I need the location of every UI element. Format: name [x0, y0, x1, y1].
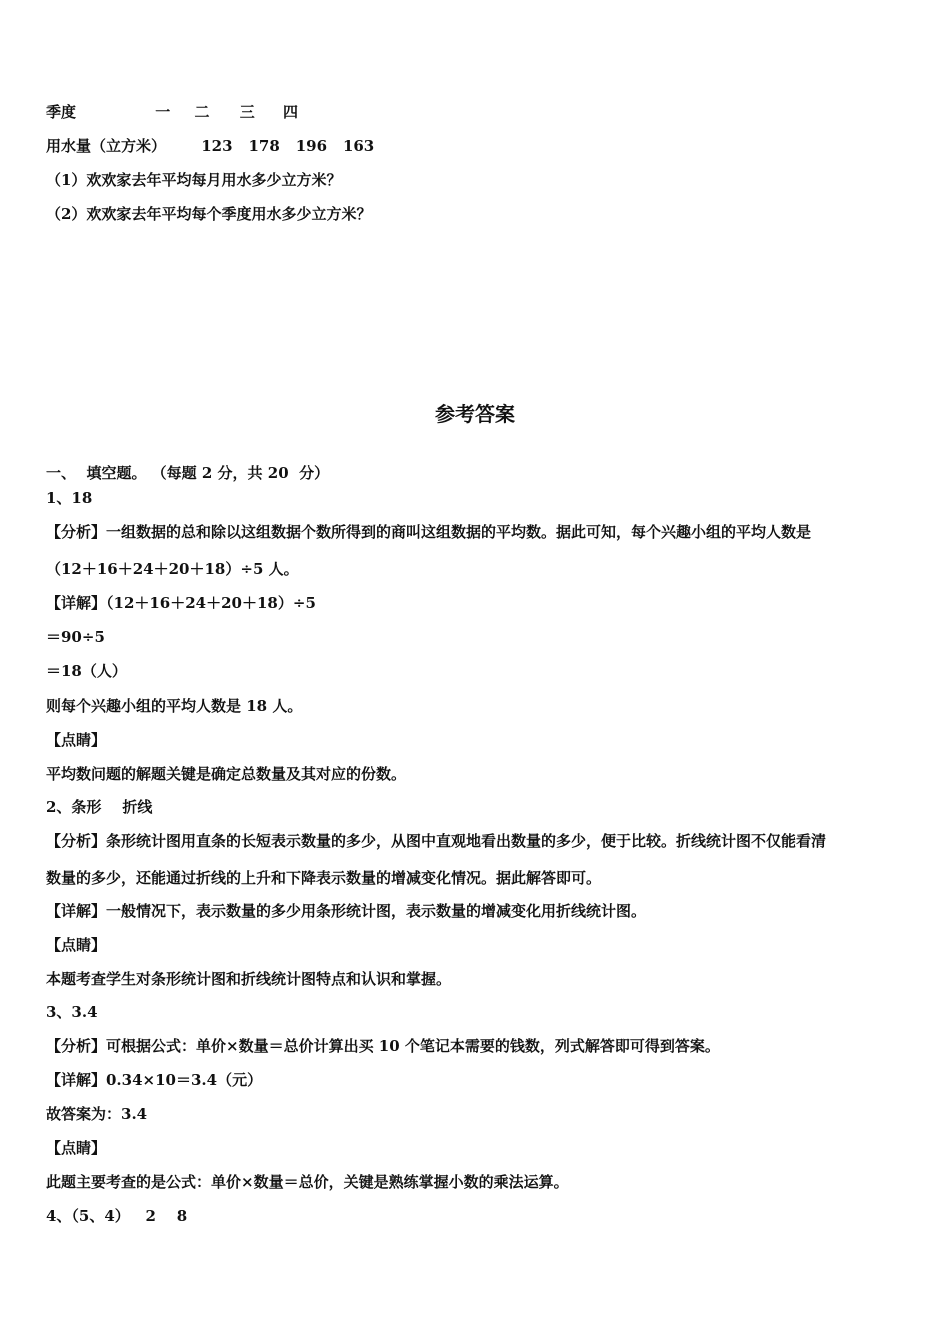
quarter-3: 三: [239, 103, 255, 121]
table-header-label: 季度: [46, 103, 77, 121]
answer-1-detail-line3: ＝18（人）: [46, 662, 127, 680]
answer-2-analysis-line1: 【分析】条形统计图用直条的长短表示数量的多少，从图中直观地看出数量的多少，便于比较。折线统计图不仅能看清: [46, 832, 827, 850]
answer-1-detail-line2: ＝90÷5: [46, 628, 105, 646]
question-2: （2）欢欢家去年平均每个季度用水多少立方米？: [46, 205, 372, 223]
quarter-4: 四: [282, 103, 298, 121]
answer-2-comment-label: 【点睛】: [46, 936, 107, 954]
table-header-row: [46, 101, 298, 123]
answer-1-comment-text: 平均数问题的解题关键是确定总数量及其对应的份数。: [46, 765, 407, 783]
answer-1-comment-label: 【点睛】: [46, 731, 107, 749]
answer-2-analysis-line2: 数量的多少，还能通过折线的上升和下降表示数量的增减变化情况。据此解答即可。: [46, 869, 602, 887]
usage-q1: 123: [201, 137, 233, 155]
answer-3-detail-line1: 【详解】0.34×10＝3.4（元）: [46, 1071, 263, 1089]
question-1: （1）欢欢家去年平均每月用水多少立方米？: [46, 171, 342, 189]
answer-2-label: 2、条形 折线: [46, 798, 153, 816]
answer-2-detail-line1: 【详解】一般情况下，表示数量的多少用条形统计图，表示数量的增减变化用折线统计图。: [46, 902, 647, 920]
answer-3-comment-text: 此题主要考查的是公式：单价×数量＝总价，关键是熟练掌握小数的乘法运算。: [46, 1173, 569, 1191]
section-heading: 一、 填空题。 （每题 2 分，共 20 分）: [46, 464, 330, 482]
usage-q2: 178: [248, 137, 280, 155]
answer-2-comment-text: 本题考查学生对条形统计图和折线统计图特点和认识和掌握。: [46, 970, 452, 988]
usage-q3: 196: [295, 137, 328, 155]
answer-4-label: 4、（5、4） 2 8: [46, 1207, 188, 1225]
answer-1-detail-line4: 则每个兴趣小组的平均人数是 18 人。: [46, 697, 303, 715]
quarter-1: 一: [155, 103, 171, 121]
answer-1-analysis-line1: 【分析】一组数据的总和除以这组数据个数所得到的商叫这组数据的平均数。据此可知，每个兴趣小组的平均人数是: [46, 523, 812, 541]
answer-3-comment-label: 【点睛】: [46, 1139, 107, 1157]
table-usage-row: [46, 135, 374, 157]
answer-1-analysis-line2: （12＋16＋24＋20＋18）÷5 人。: [46, 560, 299, 578]
answer-3-detail-line2: 故答案为：3.4: [46, 1105, 148, 1123]
usage-q4: 163: [342, 137, 375, 155]
answer-title: 参考答案: [435, 402, 515, 426]
answer-3-label: 3、3.4: [46, 1003, 98, 1021]
answer-3-analysis-line1: 【分析】可根据公式：单价×数量＝总价计算出买 10 个笔记本需要的钱数，列式解答即可得到答案。: [46, 1037, 720, 1055]
answer-1-detail-line1: 【详解】（12＋16＋24＋20＋18）÷5: [46, 594, 316, 612]
answer-1-label: 1、18: [46, 489, 93, 507]
usage-label: 用水量（立方米）: [46, 137, 167, 155]
quarter-2: 二: [194, 103, 210, 121]
